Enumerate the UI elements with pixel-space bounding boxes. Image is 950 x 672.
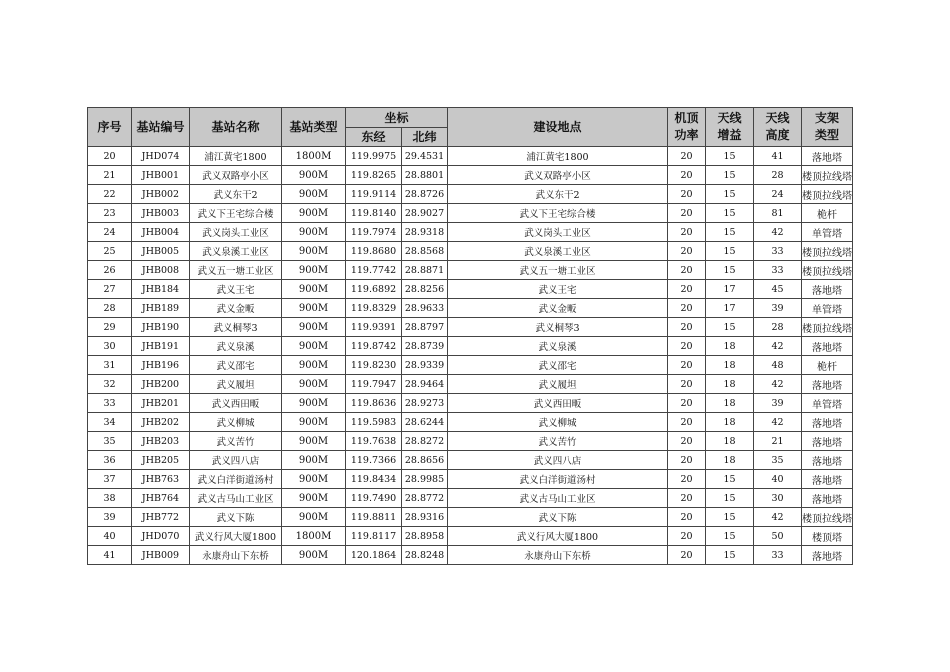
cell-site: 武义王宅 [448,280,668,299]
cell-gain: 15 [706,242,754,261]
cell-type: 900M [282,318,346,337]
cell-name: 武义五一塘工业区 [190,261,282,280]
cell-support: 落地塔 [802,280,853,299]
cell-east: 119.9391 [346,318,402,337]
cell-height: 33 [754,242,802,261]
cell-east: 119.7638 [346,432,402,451]
table-row [88,185,853,204]
cell-seq: 23 [88,204,132,223]
cell-name: 武义行风大厦1800 [190,527,282,546]
cell-site: 武义东干2 [448,185,668,204]
header-support-text: 支架类型 [814,111,839,142]
cell-code: JHB203 [132,432,190,451]
cell-type: 900M [282,299,346,318]
cell-gain: 17 [706,299,754,318]
cell-type: 900M [282,337,346,356]
cell-code: JHB189 [132,299,190,318]
cell-support: 楼顶拉线塔 [802,261,853,280]
cell-type: 900M [282,375,346,394]
cell-name: 武义下陈 [190,508,282,527]
cell-support: 桅杆 [802,356,853,375]
cell-north: 28.9339 [402,356,448,375]
table-row [88,204,853,223]
cell-code: JHB196 [132,356,190,375]
cell-site: 武义履坦 [448,375,668,394]
cell-east: 119.8680 [346,242,402,261]
cell-east: 119.8811 [346,508,402,527]
cell-seq: 40 [88,527,132,546]
cell-support: 落地塔 [802,489,853,508]
cell-height: 42 [754,413,802,432]
cell-name: 武义邵宅 [190,356,282,375]
cell-support: 单管塔 [802,394,853,413]
cell-code: JHB009 [132,546,190,565]
cell-north: 28.9027 [402,204,448,223]
table-row [88,375,853,394]
table-row [88,318,853,337]
cell-north: 28.8772 [402,489,448,508]
cell-seq: 31 [88,356,132,375]
cell-support: 单管塔 [802,299,853,318]
cell-type: 900M [282,413,346,432]
cell-height: 28 [754,166,802,185]
header-type: 基站类型 [282,108,346,147]
cell-north: 28.8801 [402,166,448,185]
cell-seq: 20 [88,147,132,166]
cell-code: JHB191 [132,337,190,356]
cell-name: 武义古马山工业区 [190,489,282,508]
cell-power: 20 [668,299,706,318]
cell-seq: 37 [88,470,132,489]
cell-code: JHB201 [132,394,190,413]
header-gain-text: 天线增益 [717,111,742,142]
cell-gain: 15 [706,261,754,280]
cell-site: 武义岗头工业区 [448,223,668,242]
cell-site: 浦江黄宅1800 [448,147,668,166]
table-row [88,489,853,508]
cell-type: 900M [282,394,346,413]
cell-power: 20 [668,337,706,356]
cell-east: 119.7947 [346,375,402,394]
cell-height: 48 [754,356,802,375]
table-row [88,223,853,242]
cell-seq: 34 [88,413,132,432]
cell-support: 楼顶拉线塔 [802,318,853,337]
table-row [88,261,853,280]
cell-seq: 36 [88,451,132,470]
cell-support: 桅杆 [802,204,853,223]
cell-height: 39 [754,394,802,413]
cell-north: 28.8248 [402,546,448,565]
cell-code: JHB764 [132,489,190,508]
cell-site: 武义金畈 [448,299,668,318]
header-power [668,108,706,147]
table-row [88,280,853,299]
cell-height: 21 [754,432,802,451]
table-row [88,147,853,166]
cell-power: 20 [668,147,706,166]
cell-support: 落地塔 [802,470,853,489]
cell-north: 28.8958 [402,527,448,546]
cell-height: 81 [754,204,802,223]
header-gain [706,108,754,147]
cell-name: 武义白洋街道汤村 [190,470,282,489]
cell-gain: 15 [706,204,754,223]
cell-power: 20 [668,451,706,470]
cell-east: 119.8230 [346,356,402,375]
cell-code: JHB202 [132,413,190,432]
cell-support: 落地塔 [802,432,853,451]
cell-height: 42 [754,337,802,356]
cell-power: 20 [668,185,706,204]
cell-type: 900M [282,432,346,451]
cell-gain: 15 [706,470,754,489]
table-row [88,508,853,527]
cell-north: 28.9273 [402,394,448,413]
cell-height: 41 [754,147,802,166]
cell-north: 28.8568 [402,242,448,261]
cell-east: 119.8636 [346,394,402,413]
cell-east: 119.9114 [346,185,402,204]
cell-north: 28.8256 [402,280,448,299]
cell-name: 浦江黄宅1800 [190,147,282,166]
header-east: 东经 [346,128,402,147]
cell-gain: 15 [706,147,754,166]
cell-code: JHB200 [132,375,190,394]
cell-support: 楼顶塔 [802,527,853,546]
cell-north: 28.9316 [402,508,448,527]
cell-name: 武义苦竹 [190,432,282,451]
cell-height: 42 [754,508,802,527]
cell-east: 119.7974 [346,223,402,242]
cell-north: 28.9985 [402,470,448,489]
cell-site: 武义双路亭小区 [448,166,668,185]
cell-height: 40 [754,470,802,489]
cell-support: 楼顶拉线塔 [802,185,853,204]
cell-seq: 41 [88,546,132,565]
cell-code: JHB001 [132,166,190,185]
cell-site: 武义五一塘工业区 [448,261,668,280]
cell-north: 28.6244 [402,413,448,432]
cell-name: 武义泉溪 [190,337,282,356]
cell-support: 单管塔 [802,223,853,242]
cell-name: 武义四八店 [190,451,282,470]
cell-east: 119.6892 [346,280,402,299]
cell-site: 武义下陈 [448,508,668,527]
cell-type: 1800M [282,527,346,546]
cell-power: 20 [668,394,706,413]
cell-gain: 18 [706,451,754,470]
cell-site: 武义桐琴3 [448,318,668,337]
cell-type: 900M [282,451,346,470]
cell-north: 29.4531 [402,147,448,166]
cell-east: 119.5983 [346,413,402,432]
cell-type: 900M [282,546,346,565]
cell-type: 900M [282,223,346,242]
cell-gain: 15 [706,546,754,565]
cell-north: 28.9633 [402,299,448,318]
cell-type: 900M [282,508,346,527]
header-site: 建设地点 [448,108,668,147]
header-height [754,108,802,147]
cell-east: 119.8265 [346,166,402,185]
cell-site: 武义行风大厦1800 [448,527,668,546]
cell-power: 20 [668,166,706,185]
cell-power: 20 [668,280,706,299]
cell-name: 武义泉溪工业区 [190,242,282,261]
cell-support: 落地塔 [802,375,853,394]
cell-type: 900M [282,261,346,280]
cell-power: 20 [668,223,706,242]
table-row [88,546,853,565]
table-row [88,432,853,451]
cell-height: 28 [754,318,802,337]
cell-north: 28.8272 [402,432,448,451]
cell-height: 33 [754,261,802,280]
cell-east: 119.9975 [346,147,402,166]
cell-name: 武义下王宅综合楼 [190,204,282,223]
cell-height: 42 [754,223,802,242]
cell-type: 900M [282,242,346,261]
table-row [88,394,853,413]
cell-site: 武义邵宅 [448,356,668,375]
header-power-text: 机顶功率 [674,111,699,142]
cell-power: 20 [668,375,706,394]
cell-east: 119.7490 [346,489,402,508]
cell-site: 永康舟山下东桥 [448,546,668,565]
cell-code: JHB003 [132,204,190,223]
cell-power: 20 [668,508,706,527]
cell-power: 20 [668,546,706,565]
header-height-text: 天线高度 [765,111,790,142]
cell-name: 武义西田畈 [190,394,282,413]
cell-name: 武义王宅 [190,280,282,299]
cell-code: JHB004 [132,223,190,242]
header-code: 基站编号 [132,108,190,147]
cell-site: 武义西田畈 [448,394,668,413]
table-row [88,451,853,470]
cell-type: 900M [282,470,346,489]
cell-type: 900M [282,280,346,299]
cell-east: 120.1864 [346,546,402,565]
cell-code: JHB008 [132,261,190,280]
cell-east: 119.8434 [346,470,402,489]
cell-north: 28.8656 [402,451,448,470]
cell-site: 武义泉溪 [448,337,668,356]
cell-name: 武义东干2 [190,185,282,204]
cell-name: 武义金畈 [190,299,282,318]
cell-support: 落地塔 [802,337,853,356]
cell-gain: 15 [706,166,754,185]
cell-name: 武义桐琴3 [190,318,282,337]
header-seq: 序号 [88,108,132,147]
cell-east: 119.8742 [346,337,402,356]
cell-type: 900M [282,356,346,375]
cell-seq: 25 [88,242,132,261]
cell-height: 35 [754,451,802,470]
cell-code: JHB772 [132,508,190,527]
cell-north: 28.8726 [402,185,448,204]
cell-name: 永康舟山下东桥 [190,546,282,565]
cell-support: 楼顶拉线塔 [802,242,853,261]
cell-north: 28.8797 [402,318,448,337]
cell-power: 20 [668,527,706,546]
cell-gain: 18 [706,394,754,413]
cell-site: 武义古马山工业区 [448,489,668,508]
table-body [88,147,853,565]
cell-code: JHB763 [132,470,190,489]
cell-seq: 38 [88,489,132,508]
cell-name: 武义双路亭小区 [190,166,282,185]
cell-seq: 27 [88,280,132,299]
cell-site: 武义苦竹 [448,432,668,451]
cell-power: 20 [668,432,706,451]
cell-gain: 15 [706,185,754,204]
cell-power: 20 [668,489,706,508]
cell-gain: 18 [706,413,754,432]
cell-gain: 17 [706,280,754,299]
header-coord: 坐标 [346,108,448,128]
base-station-table [87,107,853,565]
cell-power: 20 [668,204,706,223]
cell-support: 楼顶拉线塔 [802,508,853,527]
cell-seq: 29 [88,318,132,337]
cell-north: 28.9318 [402,223,448,242]
cell-height: 30 [754,489,802,508]
cell-support: 落地塔 [802,147,853,166]
cell-power: 20 [668,356,706,375]
cell-height: 24 [754,185,802,204]
cell-power: 20 [668,261,706,280]
cell-seq: 33 [88,394,132,413]
cell-code: JHB002 [132,185,190,204]
cell-height: 50 [754,527,802,546]
cell-east: 119.7366 [346,451,402,470]
table-row [88,413,853,432]
cell-code: JHB005 [132,242,190,261]
cell-name: 武义柳城 [190,413,282,432]
cell-north: 28.8871 [402,261,448,280]
table-row [88,337,853,356]
cell-support: 落地塔 [802,413,853,432]
cell-support: 落地塔 [802,546,853,565]
cell-gain: 18 [706,356,754,375]
cell-gain: 15 [706,318,754,337]
cell-seq: 30 [88,337,132,356]
table-row [88,527,853,546]
table-row [88,356,853,375]
cell-gain: 18 [706,375,754,394]
cell-gain: 18 [706,337,754,356]
cell-site: 武义四八店 [448,451,668,470]
cell-code: JHD074 [132,147,190,166]
table-row [88,470,853,489]
cell-height: 45 [754,280,802,299]
cell-support: 落地塔 [802,451,853,470]
cell-north: 28.8739 [402,337,448,356]
cell-code: JHB205 [132,451,190,470]
header-north: 北纬 [402,128,448,147]
cell-seq: 24 [88,223,132,242]
cell-site: 武义下王宅综合楼 [448,204,668,223]
cell-seq: 28 [88,299,132,318]
cell-height: 39 [754,299,802,318]
cell-east: 119.8117 [346,527,402,546]
cell-name: 武义履坦 [190,375,282,394]
cell-power: 20 [668,413,706,432]
cell-type: 900M [282,204,346,223]
table-row [88,299,853,318]
cell-east: 119.7742 [346,261,402,280]
cell-power: 20 [668,242,706,261]
cell-power: 20 [668,318,706,337]
cell-code: JHB184 [132,280,190,299]
cell-seq: 21 [88,166,132,185]
cell-type: 900M [282,489,346,508]
cell-seq: 26 [88,261,132,280]
cell-seq: 35 [88,432,132,451]
cell-seq: 39 [88,508,132,527]
cell-code: JHD070 [132,527,190,546]
cell-seq: 22 [88,185,132,204]
cell-north: 28.9464 [402,375,448,394]
cell-support: 楼顶拉线塔 [802,166,853,185]
header-name: 基站名称 [190,108,282,147]
cell-gain: 15 [706,527,754,546]
cell-type: 1800M [282,147,346,166]
cell-gain: 15 [706,489,754,508]
table-row [88,166,853,185]
cell-seq: 32 [88,375,132,394]
cell-type: 900M [282,185,346,204]
cell-site: 武义柳城 [448,413,668,432]
cell-east: 119.8140 [346,204,402,223]
table-row [88,242,853,261]
cell-gain: 15 [706,223,754,242]
cell-gain: 15 [706,508,754,527]
cell-east: 119.8329 [346,299,402,318]
cell-code: JHB190 [132,318,190,337]
cell-gain: 18 [706,432,754,451]
cell-type: 900M [282,166,346,185]
cell-site: 武义泉溪工业区 [448,242,668,261]
header-support [802,108,853,147]
cell-height: 33 [754,546,802,565]
cell-height: 42 [754,375,802,394]
cell-name: 武义岗头工业区 [190,223,282,242]
cell-site: 武义白洋街道汤村 [448,470,668,489]
cell-power: 20 [668,470,706,489]
